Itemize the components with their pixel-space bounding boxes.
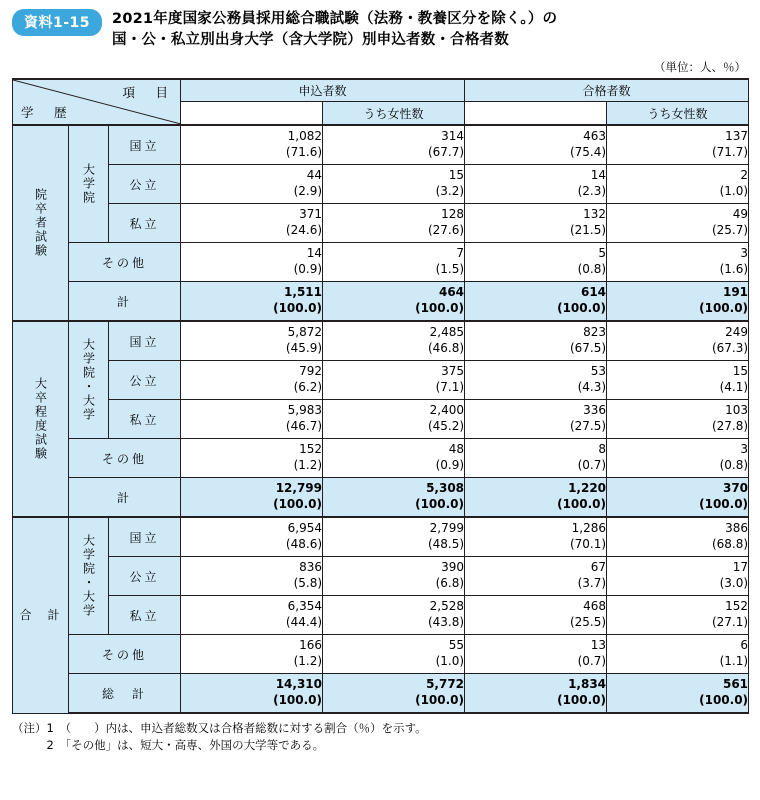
cell-value [323, 439, 465, 478]
cell-value [323, 361, 465, 400]
cell-number: 5,983 [287, 403, 323, 418]
row-label-national: 国立 [109, 517, 181, 557]
cell-number: 67 [590, 560, 607, 575]
section-label-text: 合 計 [19, 607, 62, 622]
note-2: 2 「その他」は、短大・高専、外国の大学等である。 [12, 738, 325, 753]
cell-value [465, 165, 607, 204]
column-applicants-blank [181, 102, 323, 126]
cell-number: 103 [725, 403, 749, 418]
cell-value [181, 361, 323, 400]
cell-percent: (27.6) [427, 223, 465, 238]
cell-value [323, 478, 465, 518]
section-label-text: 大卒程度試験 [33, 377, 48, 462]
cell-percent: (0.7) [577, 654, 607, 669]
cell-number: 132 [583, 207, 607, 222]
cell-percent: (70.1) [569, 537, 607, 552]
cell-number: 14,310 [275, 677, 323, 692]
cell-number: 836 [299, 560, 323, 575]
column-group-successful: 合格者数 [465, 79, 749, 102]
cell-percent: (46.7) [285, 419, 323, 434]
table-row [13, 400, 749, 439]
cell-number: 7 [456, 246, 465, 261]
table-row [13, 321, 749, 361]
cell-percent: (7.1) [435, 380, 465, 395]
cell-percent: (1.0) [719, 184, 749, 199]
cell-value [181, 635, 323, 674]
row-label-national: 国立 [109, 321, 181, 361]
table-corner-cell [13, 79, 181, 125]
cell-percent: (1.0) [435, 654, 465, 669]
corner-column-label: 項 目 [122, 85, 173, 101]
cell-value [181, 400, 323, 439]
cell-percent: (67.5) [569, 341, 607, 356]
corner-row-label: 学 歴 [21, 105, 71, 121]
table-row [13, 439, 749, 478]
cell-value [181, 243, 323, 282]
group-label-text: 大学院・大学 [81, 338, 96, 423]
cell-percent: (44.4) [285, 615, 323, 630]
cell-percent: (100.0) [415, 693, 465, 708]
row-label-national: 国立 [109, 125, 181, 165]
cell-value [465, 557, 607, 596]
cell-value [323, 674, 465, 714]
cell-number: 55 [448, 638, 465, 653]
cell-percent: (0.7) [577, 458, 607, 473]
cell-value [323, 243, 465, 282]
cell-percent: (71.6) [285, 145, 323, 160]
page-title [112, 8, 557, 51]
cell-number: 53 [590, 364, 607, 379]
cell-percent: (68.8) [711, 537, 749, 552]
cell-percent: (100.0) [273, 693, 323, 708]
cell-number: 137 [725, 129, 749, 144]
cell-value [465, 282, 607, 322]
cell-number: 15 [448, 168, 465, 183]
table-row [13, 478, 749, 518]
cell-number: 2,485 [429, 325, 465, 340]
cell-value [465, 321, 607, 361]
row-label-grand-total: 総 計 [69, 674, 181, 714]
row-label-subtotal: 計 [69, 282, 181, 322]
row-label-public: 公立 [109, 361, 181, 400]
cell-percent: (25.5) [569, 615, 607, 630]
cell-number: 561 [722, 677, 749, 692]
cell-percent: (25.7) [711, 223, 749, 238]
page-title-line2: 国・公・私立別出身大学（含大学院）別申込者数・合格者数 [112, 32, 509, 49]
table-row [13, 596, 749, 635]
cell-percent: (2.9) [293, 184, 323, 199]
cell-value [607, 125, 749, 165]
cell-number: 1,511 [284, 285, 323, 300]
table-row [13, 635, 749, 674]
cell-value [181, 557, 323, 596]
cell-percent: (4.1) [719, 380, 749, 395]
cell-number: 3 [740, 246, 749, 261]
cell-value [465, 125, 607, 165]
section-label-grand-total [13, 517, 69, 713]
cell-value [181, 165, 323, 204]
cell-number: 6,954 [287, 521, 323, 536]
cell-percent: (67.3) [711, 341, 749, 356]
column-successful-female: うち女性数 [607, 102, 749, 126]
cell-value [607, 439, 749, 478]
cell-number: 5,308 [426, 481, 465, 496]
cell-value [607, 400, 749, 439]
table-row [13, 125, 749, 165]
row-label-private: 私立 [109, 204, 181, 243]
cell-number: 1,220 [568, 481, 607, 496]
cell-number: 128 [441, 207, 465, 222]
cell-number: 5,872 [287, 325, 323, 340]
cell-value [465, 439, 607, 478]
cell-number: 8 [598, 442, 607, 457]
cell-number: 166 [299, 638, 323, 653]
page-title-line1: 2021年度国家公務員採用総合職試験（法務・教養区分を除く。）の [112, 11, 558, 27]
column-group-applicants: 申込者数 [181, 79, 465, 102]
group-label-text: 大学院・大学 [81, 534, 96, 619]
cell-value [465, 478, 607, 518]
cell-percent: (100.0) [699, 497, 749, 512]
cell-percent: (27.1) [711, 615, 749, 630]
row-label-public: 公立 [109, 557, 181, 596]
cell-value [323, 596, 465, 635]
cell-number: 44 [306, 168, 323, 183]
cell-percent: (75.4) [569, 145, 607, 160]
cell-value [465, 517, 607, 557]
table-row [13, 517, 749, 557]
cell-percent: (0.8) [719, 458, 749, 473]
cell-number: 390 [441, 560, 465, 575]
table-row [13, 243, 749, 282]
cell-value [607, 361, 749, 400]
cell-number: 792 [299, 364, 323, 379]
group-label-grad-and-univ [69, 517, 109, 635]
cell-percent: (100.0) [699, 693, 749, 708]
cell-value [323, 165, 465, 204]
cell-number: 336 [583, 403, 607, 418]
column-successful-blank [465, 102, 607, 126]
cell-number: 371 [299, 207, 323, 222]
cell-number: 15 [732, 364, 749, 379]
row-label-other: その他 [69, 635, 181, 674]
cell-percent: (67.7) [427, 145, 465, 160]
cell-value [465, 596, 607, 635]
cell-number: 191 [722, 285, 749, 300]
cell-number: 152 [725, 599, 749, 614]
cell-percent: (48.6) [285, 537, 323, 552]
cell-percent: (1.6) [719, 262, 749, 277]
cell-value [607, 243, 749, 282]
cell-number: 5 [598, 246, 607, 261]
cell-percent: (46.8) [427, 341, 465, 356]
cell-number: 13 [590, 638, 607, 653]
cell-value [181, 282, 323, 322]
cell-percent: (45.9) [285, 341, 323, 356]
cell-number: 1,286 [571, 521, 607, 536]
cell-value [181, 517, 323, 557]
cell-percent: (100.0) [557, 693, 607, 708]
cell-value [607, 635, 749, 674]
cell-percent: (3.0) [719, 576, 749, 591]
cell-value [323, 400, 465, 439]
cell-number: 249 [725, 325, 749, 340]
cell-value [323, 125, 465, 165]
section-label-undergraduate-exam [13, 321, 69, 517]
section-label-graduate-exam [13, 125, 69, 321]
cell-number: 823 [583, 325, 607, 340]
cell-number: 468 [583, 599, 607, 614]
table-row [13, 282, 749, 322]
cell-percent: (1.5) [435, 262, 465, 277]
group-label-grad-and-univ [69, 321, 109, 439]
cell-value [181, 596, 323, 635]
cell-number: 152 [299, 442, 323, 457]
cell-value [181, 321, 323, 361]
note-1: （注）1 （ ）内は、申込者総数又は合格者総数に対する割合（％）を示す。 [12, 721, 427, 736]
cell-percent: (100.0) [273, 301, 323, 316]
table-row [13, 204, 749, 243]
cell-value [323, 204, 465, 243]
cell-percent: (5.8) [293, 576, 323, 591]
cell-value [607, 321, 749, 361]
cell-percent: (48.5) [427, 537, 465, 552]
cell-number: 2,400 [429, 403, 465, 418]
cell-percent: (0.8) [577, 262, 607, 277]
table-row [13, 674, 749, 714]
cell-value [323, 635, 465, 674]
cell-percent: (27.5) [569, 419, 607, 434]
cell-value [465, 204, 607, 243]
cell-percent: (3.7) [577, 576, 607, 591]
cell-percent: (45.2) [427, 419, 465, 434]
cell-percent: (100.0) [415, 301, 465, 316]
cell-percent: (71.7) [711, 145, 749, 160]
cell-number: 2,799 [429, 521, 465, 536]
cell-number: 370 [722, 481, 749, 496]
cell-number: 1,834 [568, 677, 607, 692]
cell-value [323, 321, 465, 361]
cell-number: 1,082 [287, 129, 323, 144]
cell-percent: (27.8) [711, 419, 749, 434]
cell-value [323, 557, 465, 596]
cell-value [465, 635, 607, 674]
cell-number: 463 [583, 129, 607, 144]
cell-value [181, 439, 323, 478]
cell-percent: (1.2) [293, 458, 323, 473]
cell-percent: (21.5) [569, 223, 607, 238]
cell-value [607, 165, 749, 204]
column-applicants-female: うち女性数 [323, 102, 465, 126]
cell-percent: (2.3) [577, 184, 607, 199]
cell-number: 14 [306, 246, 323, 261]
cell-number: 6,354 [287, 599, 323, 614]
cell-percent: (100.0) [699, 301, 749, 316]
table-notes [12, 720, 748, 755]
cell-percent: (100.0) [557, 301, 607, 316]
cell-percent: (24.6) [285, 223, 323, 238]
cell-percent: (100.0) [415, 497, 465, 512]
cell-number: 14 [590, 168, 607, 183]
group-label-graduate-school [69, 125, 109, 243]
cell-value [323, 282, 465, 322]
group-label-text: 大学院 [81, 163, 96, 206]
cell-value [607, 674, 749, 714]
cell-value [181, 125, 323, 165]
cell-value [607, 557, 749, 596]
cell-percent: (100.0) [557, 497, 607, 512]
cell-number: 5,772 [426, 677, 465, 692]
cell-percent: (3.2) [435, 184, 465, 199]
row-label-private: 私立 [109, 400, 181, 439]
cell-number: 2 [740, 168, 749, 183]
cell-value [465, 400, 607, 439]
cell-value [607, 517, 749, 557]
cell-number: 48 [448, 442, 465, 457]
cell-number: 314 [441, 129, 465, 144]
cell-number: 12,799 [275, 481, 323, 496]
cell-number: 49 [732, 207, 749, 222]
cell-value [465, 361, 607, 400]
cell-percent: (6.8) [435, 576, 465, 591]
row-label-subtotal: 計 [69, 478, 181, 518]
data-table [12, 78, 749, 714]
row-label-public: 公立 [109, 165, 181, 204]
cell-percent: (0.9) [293, 262, 323, 277]
table-row [13, 361, 749, 400]
document-header [12, 8, 748, 51]
cell-value [181, 674, 323, 714]
cell-value [323, 517, 465, 557]
cell-value [607, 596, 749, 635]
cell-value [607, 478, 749, 518]
cell-value [607, 204, 749, 243]
cell-percent: (4.3) [577, 380, 607, 395]
cell-percent: (1.1) [719, 654, 749, 669]
cell-percent: (6.2) [293, 380, 323, 395]
cell-value [181, 204, 323, 243]
cell-percent: (43.8) [427, 615, 465, 630]
cell-number: 2,528 [429, 599, 465, 614]
cell-number: 6 [740, 638, 749, 653]
cell-percent: (1.2) [293, 654, 323, 669]
row-label-other: その他 [69, 439, 181, 478]
section-label-text: 院卒者試験 [33, 188, 48, 259]
table-row [13, 165, 749, 204]
cell-number: 17 [732, 560, 749, 575]
cell-number: 386 [725, 521, 749, 536]
cell-number: 464 [438, 285, 465, 300]
cell-number: 375 [441, 364, 465, 379]
cell-value [465, 674, 607, 714]
cell-percent: (100.0) [273, 497, 323, 512]
unit-label: （単位：人、％） [654, 60, 746, 75]
cell-value [181, 478, 323, 518]
table-row [13, 557, 749, 596]
cell-number: 3 [740, 442, 749, 457]
figure-number-badge: 資料1-15 [12, 9, 102, 36]
cell-percent: (0.9) [435, 458, 465, 473]
row-label-other: その他 [69, 243, 181, 282]
table-header-row-1 [13, 79, 749, 102]
cell-value [607, 282, 749, 322]
row-label-private: 私立 [109, 596, 181, 635]
cell-number: 614 [580, 285, 607, 300]
cell-value [465, 243, 607, 282]
